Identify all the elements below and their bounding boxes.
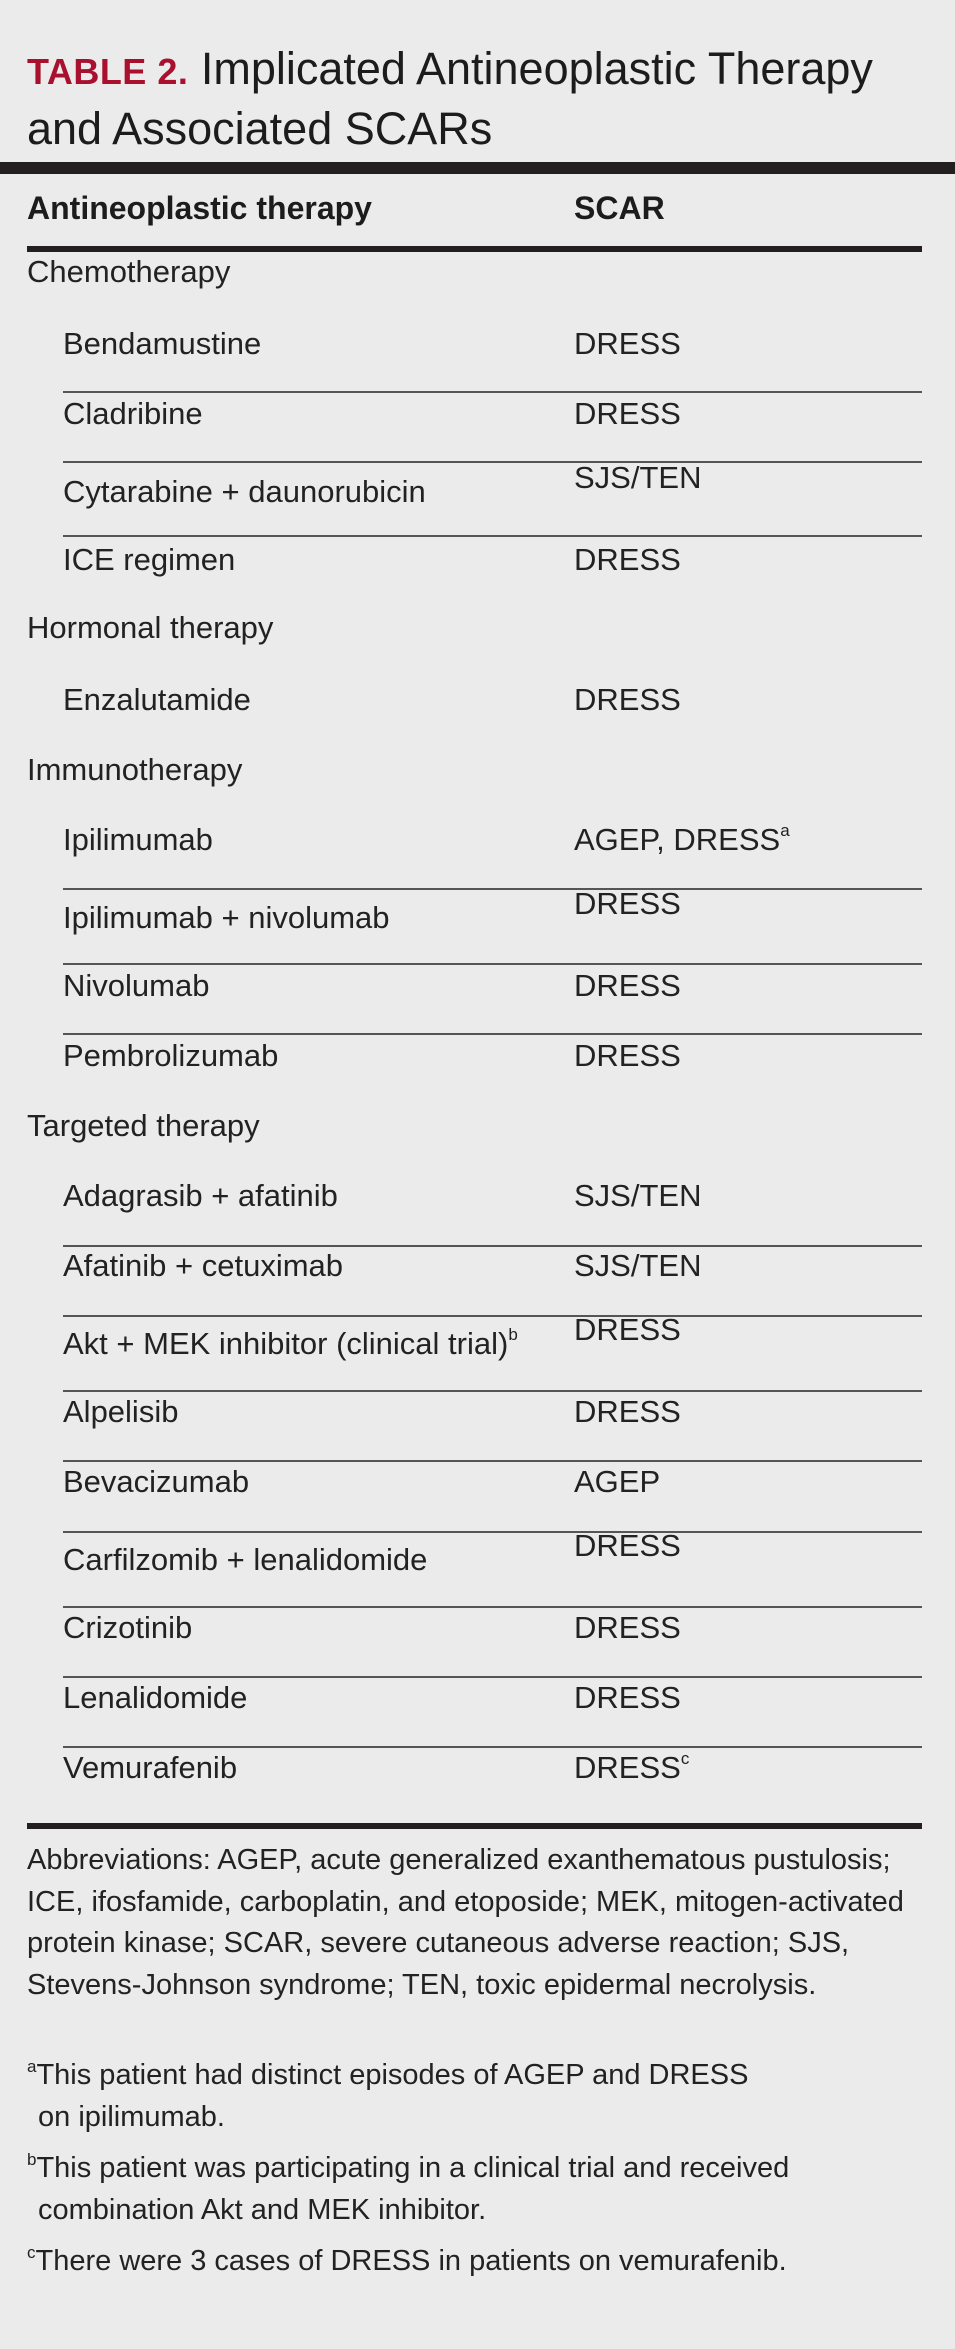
therapy-text: Pembrolizumab [63, 1038, 279, 1073]
therapy-cell [63, 1178, 338, 1214]
table-row [0, 1312, 955, 1370]
scar-cell [574, 682, 681, 718]
therapy-text: Afatinib + cetuximab [63, 1248, 344, 1283]
therapy-text: Akt + MEK inhibitor (clinical trial) [63, 1326, 509, 1361]
therapy-text: Enzalutamide [63, 682, 251, 717]
row-divider [63, 1531, 922, 1533]
therapy-text: Carfilzomib + lenalidomide [63, 1542, 428, 1577]
therapy-text: Cladribine [63, 396, 203, 431]
footnote-marker: b [508, 1325, 518, 1344]
scar-text: AGEP, DRESS [574, 822, 781, 857]
therapy-cell [63, 1394, 178, 1430]
therapy-cell [63, 822, 213, 858]
footnote-text: This patient had distinct episodes of AGEP and DRESS [36, 2059, 749, 2091]
table-row [0, 1674, 955, 1724]
top-rule [0, 162, 955, 174]
scar-text: DRESS [574, 542, 681, 577]
scar-cell [574, 1680, 681, 1716]
therapy-text: Immunotherapy [27, 752, 243, 787]
table-row [0, 536, 955, 586]
scar-text: DRESS [574, 1394, 681, 1429]
table-row [0, 962, 955, 1012]
scar-cell [574, 886, 681, 922]
table-title [27, 40, 937, 157]
scar-cell [574, 968, 681, 1004]
scar-text: DRESS [574, 1610, 681, 1645]
table-header [27, 190, 922, 246]
therapy-cell [63, 968, 209, 1004]
column-header-scar: SCAR [574, 190, 665, 226]
scar-cell [574, 396, 681, 432]
row-divider [63, 888, 922, 890]
therapy-cell [63, 1326, 518, 1362]
table-number: TABLE 2. [27, 51, 189, 92]
footnote-text-continued: on ipilimumab. [38, 2100, 225, 2133]
therapy-text: Crizotinib [63, 1610, 193, 1645]
table-row [0, 676, 955, 726]
scar-cell [574, 326, 681, 362]
therapy-text: Nivolumab [63, 968, 210, 1003]
category-row [0, 248, 955, 298]
table-row [0, 1744, 955, 1794]
table-row [0, 1388, 955, 1438]
therapy-text: ICE regimen [63, 542, 236, 577]
therapy-text: Adagrasib + afatinib [63, 1178, 338, 1213]
therapy-cell [63, 1248, 343, 1284]
footnote-marker: c [680, 1749, 690, 1768]
therapy-text: Ipilimumab + nivolumab [63, 900, 390, 935]
footnote-text: There were 3 cases of DRESS in patients on vemurafenib. [35, 2245, 787, 2277]
scar-text: DRESS [574, 1038, 681, 1073]
footnote-a [27, 2055, 922, 2138]
therapy-cell [63, 474, 426, 510]
scar-cell [574, 1464, 660, 1500]
scar-text: SJS/TEN [574, 1178, 702, 1213]
scar-cell [574, 1038, 681, 1074]
scar-text: DRESS [574, 1680, 681, 1715]
therapy-cell [63, 1680, 247, 1716]
therapy-cell [63, 396, 203, 432]
therapy-text: Chemotherapy [27, 254, 231, 289]
scar-text: DRESS [574, 1528, 681, 1563]
abbreviations-note: Abbreviations: AGEP, acute generalized exanthematous pustulosis; ICE, ifosfamide, carboplatin, and etoposide; MEK, mitogen-activated protein kinase; SCAR, severe cutaneous adverse reaction; SJS, Stevens-Johnson syndrome; TEN, toxic epidermal necrolysis. [27, 1844, 904, 2001]
footnote-text-continued: combination Akt and MEK inhibitor. [38, 2193, 487, 2226]
footnote-c [27, 2241, 922, 2283]
therapy-text: Targeted therapy [27, 1108, 260, 1143]
therapy-text: Bevacizumab [63, 1464, 250, 1499]
row-divider [63, 1315, 922, 1317]
footnote-marker: b [27, 2150, 37, 2169]
therapy-cell [63, 1542, 427, 1578]
category-label [27, 1108, 260, 1144]
footnote-marker: a [780, 821, 790, 840]
scar-cell [574, 1178, 701, 1214]
therapy-text: Hormonal therapy [27, 610, 274, 645]
scar-cell [574, 1528, 681, 1564]
table-row [0, 1528, 955, 1586]
table-row [0, 1458, 955, 1508]
scar-text: SJS/TEN [574, 1248, 702, 1283]
therapy-text: Cytarabine + daunorubicin [63, 474, 426, 509]
scar-cell [574, 1750, 689, 1786]
therapy-text: Alpelisib [63, 1394, 179, 1429]
category-row [0, 604, 955, 654]
table-row [0, 886, 955, 944]
table-title-text: Implicated Antineoplastic Therapy and Associated SCARs [27, 43, 873, 154]
scar-cell [574, 460, 701, 496]
scar-cell [574, 822, 790, 858]
scar-cell [574, 1394, 681, 1430]
scar-cell [574, 542, 681, 578]
scar-text: AGEP [574, 1464, 661, 1499]
category-row [0, 746, 955, 796]
therapy-cell [63, 1464, 249, 1500]
therapy-cell [63, 1750, 237, 1786]
table-row [0, 460, 955, 518]
therapy-cell [63, 682, 251, 718]
table-row [0, 816, 955, 866]
table-row [0, 1242, 955, 1292]
therapy-cell [63, 326, 261, 362]
table-row [0, 1032, 955, 1082]
scar-text: DRESS [574, 326, 681, 361]
category-label [27, 610, 273, 646]
scar-cell [574, 1610, 681, 1646]
therapy-cell [63, 542, 235, 578]
footnote-b [27, 2148, 922, 2231]
scar-text: DRESS [574, 886, 681, 921]
column-header-therapy: Antineoplastic therapy [27, 190, 372, 226]
therapy-cell [63, 900, 390, 936]
footnote-text: This patient was participating in a clinical trial and received [36, 2152, 790, 2184]
scar-text: DRESS [574, 1312, 681, 1347]
therapy-text: Bendamustine [63, 326, 262, 361]
therapy-text: Lenalidomide [63, 1680, 248, 1715]
scar-text: DRESS [574, 396, 681, 431]
therapy-cell [63, 1038, 278, 1074]
scar-text: DRESS [574, 1750, 681, 1785]
footer-rule [27, 1823, 922, 1829]
scar-text: SJS/TEN [574, 460, 702, 495]
scar-cell [574, 1312, 681, 1348]
category-row [0, 1102, 955, 1152]
table-row [0, 320, 955, 370]
scar-cell [574, 1248, 701, 1284]
scar-text: DRESS [574, 968, 681, 1003]
category-label [27, 752, 242, 788]
footnote-marker: a [27, 2057, 37, 2076]
category-label [27, 254, 230, 290]
therapy-cell [63, 1610, 192, 1646]
table-row [0, 1172, 955, 1222]
therapy-text: Vemurafenib [63, 1750, 238, 1785]
table-row [0, 1604, 955, 1654]
scar-text: DRESS [574, 682, 681, 717]
footnote-marker: c [27, 2243, 36, 2262]
row-divider [63, 461, 922, 463]
table-row [0, 390, 955, 440]
therapy-text: Ipilimumab [63, 822, 213, 857]
